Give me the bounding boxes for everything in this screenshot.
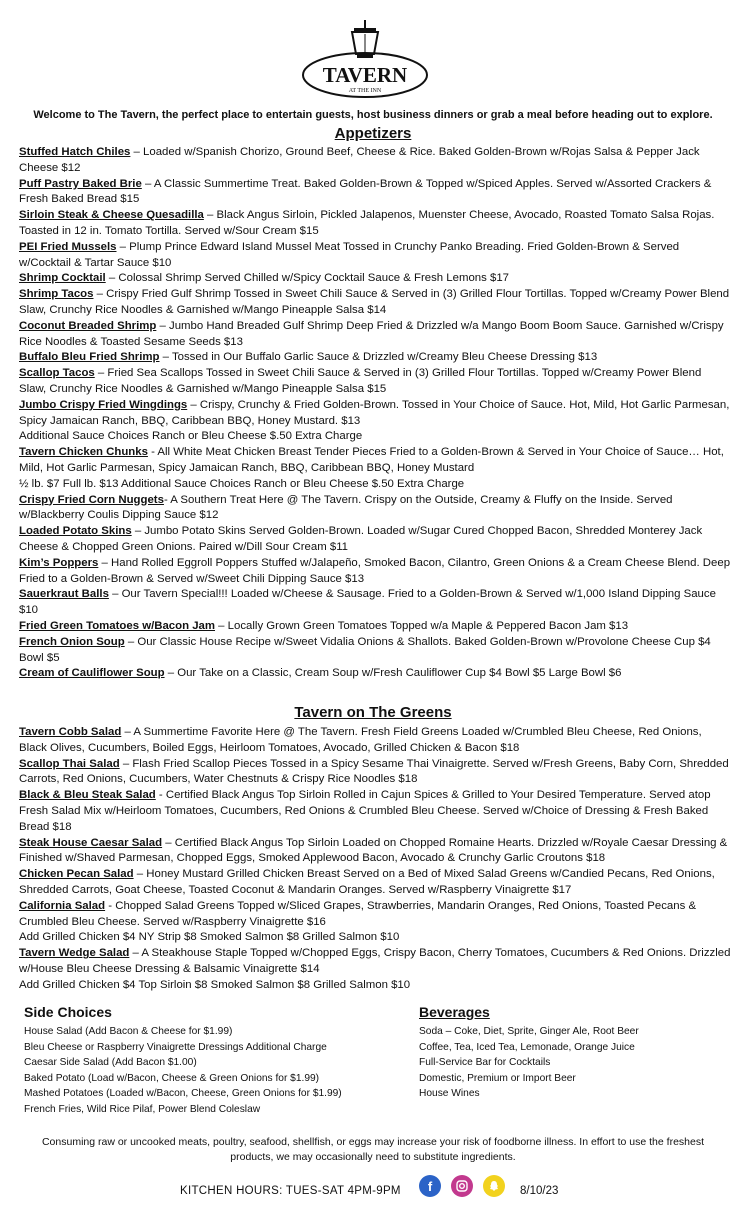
- item-name: Loaded Potato Skins: [19, 525, 132, 538]
- appetizers-item: [19, 350, 731, 366]
- beverages-line: Soda – Coke, Diet, Sprite, Ginger Ale, Root Beer: [419, 1026, 639, 1037]
- lantern-logo-icon: [300, 18, 430, 100]
- appetizers-item: [19, 619, 731, 635]
- kitchen-hours: KITCHEN HOURS: TUES-SAT 4PM-9PM: [180, 1185, 401, 1197]
- item-name: Coconut Breaded Shrimp: [19, 319, 157, 332]
- sides-column: [24, 1004, 404, 1117]
- beverages-line: Coffee, Tea, Iced Tea, Lemonade, Orange Juice: [419, 1041, 635, 1053]
- item-name: Tavern Wedge Salad: [19, 947, 130, 960]
- sides-line: French Fries, Wild Rice Pilaf, Power Blend Coleslaw: [24, 1103, 261, 1115]
- item-name: Steak House Caesar Salad: [19, 836, 163, 849]
- appetizers-item: [19, 287, 731, 319]
- item-description: – A Summertime Favorite Here @ The Tavern. Fresh Field Greens Loaded w/Crumbled Bleu Cheese, Red Onions, Black Olives, Cucumbers, Boiled Eggs, Heirloom Tomatoes, Avocado, Grilled Chicken & Bacon $18: [19, 726, 702, 754]
- greens-list: [19, 725, 731, 994]
- appetizers-item: [19, 366, 731, 398]
- item-description: – Honey Mustard Grilled Chicken Breast Served on a Bed of Mixed Salad Greens w/Candied Pecans, Red Onions, Shredded Carrots, Goat Cheese, Toasted Coconut & Mandarin Oranges. Served w/Raspberry Vinaigrette $17: [19, 868, 715, 896]
- appetizers-item: [19, 145, 731, 177]
- item-name: French Onion Soup: [19, 635, 125, 648]
- appetizers-item: [19, 493, 731, 525]
- welcome-text: Welcome to The Tavern, the perfect place to entertain guests, host business dinners or grab a meal before heading out to explore.: [33, 109, 713, 121]
- item-description: – Our Classic House Recipe w/Sweet Vidalia Onions & Shallots. Baked Golden-Brown w/Provolone Cheese Cup $4 Bowl $5: [19, 635, 711, 664]
- appetizers-item: [19, 398, 731, 445]
- sides-line: Bleu Cheese or Raspberry Vinaigrette Dressings Additional Charge: [24, 1041, 327, 1053]
- item-name: Chicken Pecan Salad: [19, 868, 134, 881]
- appetizers-item: [19, 587, 731, 619]
- item-name: Jumbo Crispy Fried Wingdings: [19, 398, 188, 411]
- item-name: Scallop Tacos: [19, 367, 95, 380]
- menu-date: 8/10/23: [520, 1185, 559, 1197]
- item-description: – Our Tavern Special!!! Loaded w/Cheese & Sausage. Fried to a Golden-Brown & Served w/1,000 Island Dipping Sauce $10: [19, 588, 716, 617]
- footer: [0, 1175, 746, 1201]
- appetizers-item: [19, 208, 731, 240]
- beverages-line: House Wines: [419, 1088, 480, 1099]
- item-name: Crispy Fried Corn Nuggets: [19, 493, 164, 506]
- item-name: Kim’s Poppers: [19, 556, 99, 569]
- item-description: – Jumbo Potato Skins Served Golden-Brown. Loaded w/Sugar Cured Chopped Bacon, Shredded Monterey Jack Cheese & Chopped Green Onions. Paired w/Dill Sour Cream $11: [19, 525, 703, 553]
- item-description: – Locally Grown Green Tomatoes Topped w/a Maple & Peppered Bacon Jam $13: [215, 619, 629, 632]
- item-description: – A Classic Summertime Treat. Baked Golden-Brown & Topped w/Spiced Apples. Served w/Assorted Crackers & Fresh Baked Bread $15: [19, 177, 712, 206]
- item-description: – Black Angus Sirloin, Pickled Jalapenos, Muenster Cheese, Avocado, Roasted Tomato Salsa Rojas. Toasted in 12 in. Tomato Tortilla. Served w/Sour Cream $15: [19, 209, 715, 237]
- item-name: Fried Green Tomatoes w/Bacon Jam: [19, 619, 216, 632]
- item-name: California Salad: [19, 899, 106, 912]
- beverages-line: Full-Service Bar for Cocktails: [419, 1057, 551, 1068]
- greens-item: [19, 946, 731, 993]
- item-description: – Crispy Fried Gulf Shrimp Tossed in Sweet Chili Sauce & Served in (3) Grilled Flour Tortillas. Topped w/Creamy Power Blend Slaw, Crunchy Rice Noodles & Garnished w/Mango Pineapple Salsa $14: [19, 288, 730, 316]
- sides-line: House Salad (Add Bacon & Cheese for $1.99): [24, 1026, 233, 1037]
- item-description: – A Steakhouse Staple Topped w/Chopped Eggs, Crispy Bacon, Cherry Tomatoes, Cucumbers & Red Onions. Drizzled w/House Bleu Cheese Dressing & Balsamic Vinaigrette $14: [19, 947, 731, 975]
- item-description: – Colossal Shrimp Served Chilled w/Spicy Cocktail Sauce & Fresh Lemons $17: [105, 272, 510, 285]
- greens-item: [19, 867, 731, 899]
- appetizers-heading: Appetizers: [334, 125, 412, 142]
- sides-beverages: [24, 1004, 724, 1114]
- item-description: – Fried Sea Scallops Tossed in Sweet Chili Sauce & Served in (3) Grilled Flour Tortillas. Topped w/Creamy Power Blend Slaw, Crunchy Rice Noodles & Garnished w/Mango Pineapple Salsa $15: [19, 367, 702, 395]
- appetizers-item: [19, 177, 731, 209]
- item-name: Shrimp Cocktail: [19, 272, 106, 285]
- appetizers-item: [19, 319, 731, 351]
- item-description: – Loaded w/Spanish Chorizo, Ground Beef, Cheese & Rice. Baked Golden-Brown w/Rojas Salsa & Pepper Jack Cheese $12: [19, 146, 700, 174]
- appetizers-item: [19, 556, 731, 588]
- item-description: - A Southern Treat Here @ The Tavern. Crispy on the Outside, Creamy & Fluffy on the Inside. Served w/Blackberry Coulis Dipping Sauce $12: [19, 493, 673, 522]
- beverages-heading: Beverages: [419, 1004, 490, 1020]
- item-description: – Our Take on a Classic, Cream Soup w/Fresh Cauliflower Cup $4 Bowl $5 Large Bowl $6: [164, 667, 622, 680]
- item-name: Sauerkraut Balls: [19, 588, 109, 601]
- item-extra: Add Grilled Chicken $4 Top Sirloin $8 Smoked Salmon $8 Grilled Salmon $10: [19, 978, 411, 991]
- greens-item: [19, 836, 731, 868]
- item-description: – Crispy, Crunchy & Fried Golden-Brown. Tossed in Your Choice of Sauce. Hot, Mild, Hot Garlic Parmesan, Spicy Jamaican Ranch, BBQ, Caribbean BBQ, Honey Mustard. $13: [19, 398, 730, 427]
- item-name: PEI Fried Mussels: [19, 240, 117, 253]
- appetizers-item: [19, 666, 731, 682]
- item-description: – Tossed in Our Buffalo Garlic Sauce & Drizzled w/Creamy Bleu Cheese Dressing $13: [159, 351, 598, 364]
- item-name: Scallop Thai Salad: [19, 757, 120, 770]
- beverages-line: Domestic, Premium or Import Beer: [419, 1072, 576, 1084]
- item-name: Cream of Cauliflower Soup: [19, 667, 165, 680]
- sides-line: Mashed Potatoes (Loaded w/Bacon, Cheese, Green Onions for $1.99): [24, 1088, 342, 1099]
- item-extra: Additional Sauce Choices Ranch or Bleu Cheese $.50 Extra Charge: [19, 430, 363, 443]
- disclaimer: Consuming raw or uncooked meats, poultry, seafood, shellfish, or eggs may increase your risk of foodborne illness. In effort to use the freshest products, we may occasionally need to substitute ingredients.: [41, 1136, 705, 1163]
- item-name: Tavern Chicken Chunks: [19, 446, 148, 459]
- item-extra: ½ lb. $7 Full lb. $13 Additional Sauce Choices Ranch or Bleu Cheese $.50 Extra Charge: [19, 477, 465, 490]
- greens-item: [19, 899, 731, 946]
- sides-line: Caesar Side Salad (Add Bacon $1.00): [24, 1057, 197, 1068]
- greens-item: [19, 725, 731, 757]
- item-extra: Add Grilled Chicken $4 NY Strip $8 Smoked Salmon $8 Grilled Salmon $10: [19, 931, 400, 944]
- item-name: Shrimp Tacos: [19, 288, 94, 301]
- item-description: – Flash Fried Scallop Pieces Tossed in a Spicy Sesame Thai Vinaigrette. Served w/Fresh Greens, Baby Corn, Shredded Carrots, Red Onions, Cucumbers, Water Chestnuts & Crispy Rice Noodles $18: [19, 757, 729, 786]
- item-name: Stuffed Hatch Chiles: [19, 146, 131, 158]
- appetizers-item: [19, 240, 731, 272]
- item-description: – Jumbo Hand Breaded Gulf Shrimp Deep Fried & Drizzled w/a Mango Boom Boom Sauce. Garnished w/Crispy Rice Noodles & Toasted Sesame Seeds $13: [19, 319, 724, 348]
- tavern-logo: [300, 18, 430, 100]
- item-description: - Chopped Salad Greens Topped w/Sliced Grapes, Strawberries, Mandarin Oranges, Red Onions, Toasted Pecans & Crumbled Bleu Cheese. Served w/Raspberry Vinaigrette $16: [19, 899, 697, 928]
- item-description: - All White Meat Chicken Breast Tender Pieces Fried to a Golden-Brown & Served in Your Choice of Sauce… Hot, Mild, Hot Garlic Parmesan, Spicy Jamaican Ranch, BBQ, Caribbean BBQ, Honey Mustard: [19, 446, 724, 474]
- item-description: – Hand Rolled Eggroll Poppers Stuffed w/Jalapeño, Smoked Bacon, Cilantro, Green Onions & a Cream Cheese Blend. Deep Fried to a Golden-Brown & Served w/Sweet Chili Dipping Sauce $13: [19, 556, 731, 585]
- facebook-icon[interactable]: f: [419, 1175, 441, 1197]
- appetizers-item: [19, 524, 731, 556]
- sides-line: Baked Potato (Load w/Bacon, Cheese & Green Onions for $1.99): [24, 1072, 320, 1084]
- greens-item: [19, 788, 731, 835]
- appetizers-item: [19, 445, 731, 492]
- item-name: Puff Pastry Baked Brie: [19, 177, 142, 190]
- beverages-column: [419, 1004, 719, 1102]
- item-description: – Certified Black Angus Top Sirloin Loaded on Chopped Romaine Hearts. Drizzled w/Royale Caesar Dressing & Finished w/Shaved Parmesan, Chopped Eggs, Smoked Applewood Bacon, Avocado & Crunchy Garlic Croutons $18: [19, 836, 728, 865]
- item-description: – Plump Prince Edward Island Mussel Meat Tossed in Crunchy Panko Breading. Fried Golden-Brown & Served w/Cocktail & Tartar Sauce $10: [19, 240, 680, 269]
- greens-heading: Tavern on The Greens: [294, 704, 452, 721]
- item-description: - Certified Black Angus Top Sirloin Rolled in Cajun Spices & Grilled to Your Desired Temperature. Served atop Fresh Salad Mix w/Heirloom Tomatoes, Cucumbers, Red Onions & Crumbled Bleu Cheese. Served w/Choice of Dressing & Fresh Baked Bread $18: [19, 789, 711, 833]
- item-name: Black & Bleu Steak Salad: [19, 789, 156, 802]
- logo-sub: AT THE INN: [348, 88, 382, 94]
- sides-heading: Side Choices: [24, 1004, 112, 1020]
- snapchat-icon[interactable]: [483, 1175, 505, 1197]
- greens-item: [19, 757, 731, 789]
- item-name: Sirloin Steak & Cheese Quesadilla: [19, 209, 204, 222]
- item-name: Buffalo Bleu Fried Shrimp: [19, 351, 160, 364]
- instagram-icon[interactable]: [451, 1175, 473, 1197]
- logo-name: TAVERN: [322, 63, 408, 87]
- item-name: Tavern Cobb Salad: [19, 726, 122, 738]
- appetizers-item: [19, 271, 731, 287]
- appetizers-list: [19, 145, 731, 682]
- appetizers-item: [19, 635, 731, 667]
